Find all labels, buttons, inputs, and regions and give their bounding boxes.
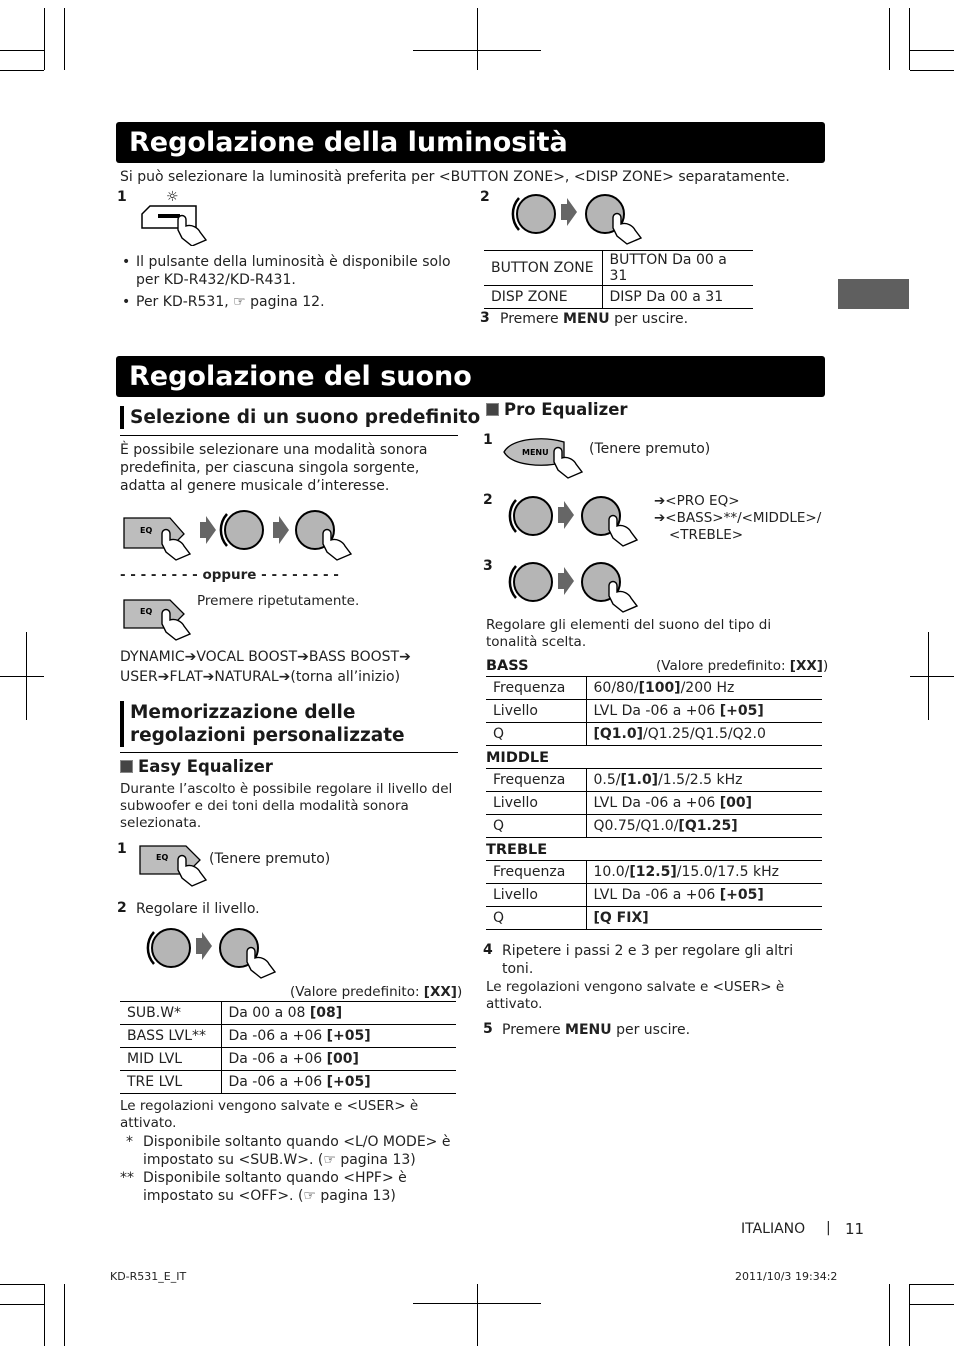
square-bullet-icon [120,760,133,773]
crop-mark [0,1284,44,1285]
table-row: TRE LVL Da -06 a +06 [+05] [120,1071,456,1094]
regolare-livello: Regolare il livello. [136,901,260,917]
footnote: ** Disponibile soltanto quando <HPF> è impostato su <OFF>. (☞ pagina 13) [120,1170,407,1204]
svg-text:EQ: EQ [140,607,153,616]
language-label: ITALIANO [741,1221,806,1237]
settings-saved-note: Le regolazioni vengono salvate e <USER> è attivato. [120,1098,419,1131]
bullet-item: • Per KD-R531, ☞ pagina 12. [122,294,325,310]
table-row: Q [Q FIX] [486,907,822,930]
crop-mark [0,50,44,51]
crop-mark [909,1284,910,1346]
crop-mark [910,676,954,677]
table-row: Livello LVL Da -06 a +06 [+05] [486,700,822,723]
eq-knob-illustration [118,506,368,564]
hand-pointer-icon [323,530,351,561]
footnotes [120,1133,460,1205]
brightness-bullets [122,253,452,311]
step-number: 3 [480,310,490,326]
sun-icon: ☼ [166,189,179,205]
pro-eq-menu-path: ➔<PRO EQ> ➔<BASS>**/<MIDDLE>/ <TREBLE> [654,493,822,543]
eq-button-illustration [118,590,198,642]
middle-label: MIDDLE [486,750,550,766]
step-number: 3 [483,558,493,574]
default-value-note: (Valore predefinito: [XX]) [656,658,829,674]
arrow-right-icon [558,501,574,529]
table-row: Frequenza 60/80/[100]/200 Hz [486,677,822,700]
square-bullet-icon [486,403,499,416]
knob-rotate-illustration [505,188,655,246]
crop-mark [477,1284,478,1346]
crop-mark [909,8,910,70]
pro-equalizer-heading: Pro Equalizer [486,400,628,419]
easy-eq-paragraph: Durante l’ascolto è possibile regolare il livello del subwoofer e dei toni della modalità sonora selezionata. [120,781,453,831]
section-title-sound: Regolazione del suono [116,356,825,397]
divider [120,752,458,753]
hand-pointer-icon [554,448,582,479]
bass-table [486,676,822,746]
knob-rotate-illustration [140,922,290,980]
step-number: 2 [483,492,493,508]
print-time: 19:34:2 [795,1270,838,1283]
knob-rotate-illustration [505,557,655,615]
step3-text: Premere MENU per uscire. [500,311,689,327]
hand-pointer-icon [613,214,641,245]
crop-mark [477,8,478,70]
bullet-item: • Il pulsante della luminosità è disponibile solo per KD-R432/KD-R431. [122,254,451,288]
crop-mark [26,632,27,720]
treble-label: TREBLE [486,842,548,858]
table-row: Frequenza 0.5/[1.0]/1.5/2.5 kHz [486,769,822,792]
eq-sequence: DYNAMIC➔VOCAL BOOST➔BASS BOOST➔ USER➔FLAT➔NATURAL➔(torna all’inizio) [120,649,411,685]
page-number: 11 [845,1220,865,1238]
svg-text:EQ: EQ [140,526,153,535]
premere-ripetutamente: Premere ripetutamente. [197,593,360,609]
pro-eq-paragraph: Regolare gli elementi del suono del tipo di tonalità scelta. [486,617,772,650]
table-row: Frequenza 10.0/[12.5]/15.0/17.5 kHz [486,861,822,884]
table-row: Livello LVL Da -06 a +06 [+05] [486,884,822,907]
table-row: Livello LVL Da -06 a +06 [00] [486,792,822,815]
language-tab-marker [838,279,909,309]
hand-pointer-icon [247,948,275,979]
crop-mark [910,70,954,71]
footnote: * Disponibile soltanto quando <L/O MODE> è impostato su <SUB.W>. (☞ pagina 13) [126,1134,451,1168]
svg-text:EQ: EQ [156,853,169,862]
tenere-premuto: (Tenere premuto) [209,851,331,867]
step-number: 4 [483,942,493,958]
arrow-right-icon [200,516,216,544]
crop-mark [0,1304,44,1305]
middle-table [486,768,822,838]
crop-mark [0,70,44,71]
step-number: 2 [117,900,127,916]
print-date: 2011/10/3 [735,1270,792,1283]
separator: | [826,1220,831,1236]
arrow-right-icon [558,567,574,595]
subheading-preset-sound: Selezione di un suono predefinito [120,406,480,429]
default-value-note: (Valore predefinito: [XX]) [290,984,463,1000]
arrow-right-icon [561,198,577,226]
arrow-right-icon [273,516,289,544]
crop-mark [910,50,954,51]
easy-equalizer-heading: Easy Equalizer [120,757,273,776]
preset-sound-paragraph: È possibile selezionare una modalità sonora predefinita, per ciascuna singola sorgente, adatta al genere musicale d’interesse. [120,442,428,494]
easy-eq-table [120,1001,456,1094]
subheading-custom-settings: Memorizzazione delle regolazioni personalizzate [120,701,405,747]
crop-mark [910,1304,954,1305]
table-row: Q [Q1.0]/Q1.25/Q1.5/Q2.0 [486,723,822,746]
arrow-right-icon [196,932,212,960]
crop-mark [64,1284,65,1346]
step-number: 2 [480,189,490,205]
knob-rotate-illustration [505,491,655,549]
oppure-separator: - - - - - - - - oppure - - - - - - - - [120,567,339,583]
crop-mark [44,8,45,70]
crop-mark [889,1284,890,1346]
step5-text: Premere MENU per uscire. [502,1022,691,1038]
table-row: Q Q0.75/Q1.0/[Q1.25] [486,815,822,838]
crop-mark [44,1284,45,1346]
bass-label: BASS [486,658,529,674]
hand-pointer-icon [609,582,637,613]
svg-text:MENU: MENU [522,448,549,457]
crop-mark [64,8,65,70]
table-row: BASS LVL** Da -06 a +06 [+05] [120,1025,456,1048]
menu-button-illustration [502,428,588,482]
divider [120,435,458,436]
crop-mark [928,632,929,720]
hand-pointer-icon [609,516,637,547]
brightness-table [484,250,753,309]
brightness-button-illustration [134,186,214,246]
step4-text: Ripetere i passi 2 e 3 per regolare gli altri toni. [502,943,794,977]
crop-mark [910,1284,954,1285]
table-row: MID LVL Da -06 a +06 [00] [120,1048,456,1071]
settings-saved-note: Le regolazioni vengono salvate e <USER> è attivato. [486,979,785,1012]
step-number: 5 [483,1021,493,1037]
treble-table [486,860,822,930]
step-number: 1 [117,841,127,857]
step-number: 1 [117,189,127,205]
step-number: 1 [483,432,493,448]
table-row: SUB.W* Da 00 a 08 [08] [120,1002,456,1025]
brightness-intro: Si può selezionare la luminosità preferita per <BUTTON ZONE>, <DISP ZONE> separatamente. [120,169,790,185]
tenere-premuto: (Tenere premuto) [589,441,711,457]
table-row: DISP ZONE DISP Da 00 a 31 [484,286,753,309]
table-row: BUTTON ZONE BUTTON Da 00 a 31 [484,251,753,286]
document-code: KD-R531_E_IT [110,1270,187,1283]
crop-mark [889,8,890,70]
section-title-brightness: Regolazione della luminosità [116,122,825,163]
eq-button-illustration [134,836,214,890]
crop-mark [0,676,44,677]
